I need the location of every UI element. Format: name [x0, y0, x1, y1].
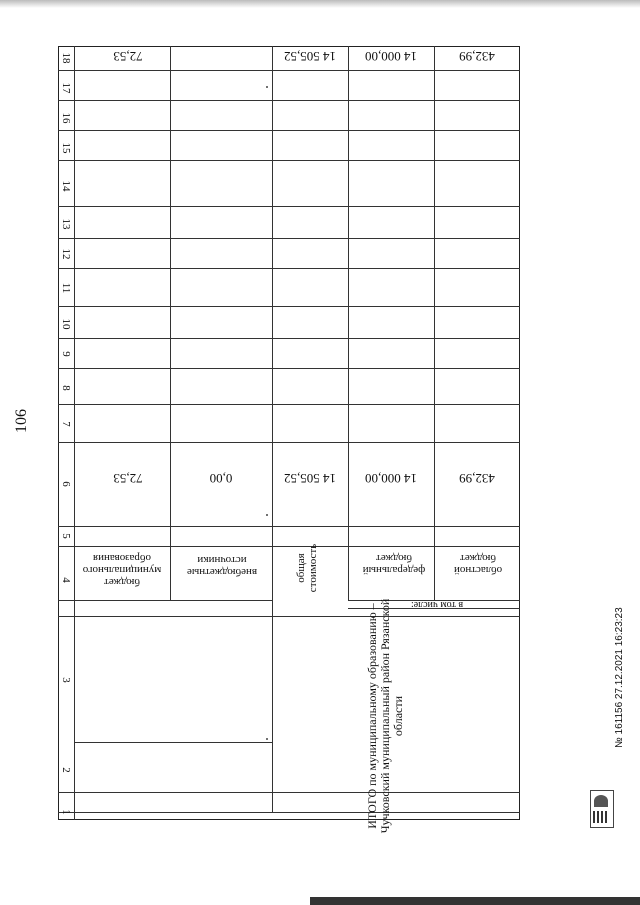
- col-number: 18: [60, 52, 72, 64]
- value-municipal-col18: 72,53: [113, 49, 143, 64]
- scan-dot: [266, 514, 268, 516]
- page-number: 106: [13, 409, 30, 433]
- label-regional-budget: областной бюджет: [453, 552, 503, 576]
- scan-dot: [266, 738, 268, 740]
- label-federal-budget: федеральный бюджет: [362, 552, 426, 576]
- col-sep: [58, 268, 520, 269]
- col-sep: [58, 526, 520, 527]
- col-sep: [58, 338, 520, 339]
- col-number: 2: [60, 767, 72, 773]
- column-number-strip: [74, 46, 75, 820]
- row-sep: [170, 46, 171, 600]
- row-sep: [434, 46, 435, 600]
- value-regional-col6: 432,99: [459, 471, 495, 486]
- row-sep: [272, 46, 273, 812]
- col-sep: [58, 100, 520, 101]
- value-regional-col18: 432,99: [459, 49, 495, 64]
- label-municipal-budget: бюджет муниципального образования: [82, 552, 162, 588]
- label-total-cost: общая стоимость: [295, 543, 319, 593]
- col-number: 4: [60, 577, 72, 583]
- col-sep: [58, 792, 520, 793]
- col-sep: [58, 404, 520, 405]
- col-number: 3: [60, 677, 72, 683]
- col-sep: [58, 546, 520, 547]
- scan-dot: [266, 86, 268, 88]
- col-number: 14: [60, 180, 72, 192]
- value-municipal-col6: 72,53: [113, 471, 143, 486]
- col-number: 10: [60, 318, 72, 330]
- value-total-col6: 14 505,52: [284, 471, 336, 486]
- col-sep: [58, 616, 520, 617]
- col-number: 9: [60, 351, 72, 357]
- table-border: [58, 46, 520, 820]
- col-number: 8: [60, 385, 72, 391]
- scan-edge-bottom: [310, 897, 640, 905]
- budget-table: [58, 46, 520, 834]
- row-sep: [348, 46, 349, 600]
- col-sep: [58, 306, 520, 307]
- col-number: 13: [60, 218, 72, 230]
- col-number: 6: [60, 481, 72, 487]
- col-number: 1: [60, 809, 72, 815]
- col-sep: [58, 160, 520, 161]
- col-sep: [58, 442, 520, 443]
- col-sep: [58, 812, 520, 813]
- col-sep: [58, 368, 520, 369]
- col-number: 17: [60, 82, 72, 94]
- col-sep: [74, 742, 272, 743]
- col-number: 15: [60, 142, 72, 154]
- col-number: 12: [60, 248, 72, 260]
- label-in-that-number: в том числе:: [410, 599, 464, 610]
- col-sep: [58, 206, 520, 207]
- seal-logo: [590, 790, 614, 828]
- label-off-budget: внебюджетные источники: [186, 554, 258, 578]
- value-total-col18: 14 505,52: [284, 49, 336, 64]
- col-number: 7: [60, 421, 72, 427]
- col-number: 11: [60, 282, 72, 294]
- col-sep: [58, 70, 520, 71]
- col-sep: [58, 130, 520, 131]
- col-number: 5: [60, 533, 72, 539]
- total-label: ИТОГО по муниципальному образованию – Чучковский муниципальный район Рязанской области: [365, 598, 405, 834]
- col-number: 16: [60, 112, 72, 124]
- row-sep: [58, 600, 272, 601]
- value-offbudget-col6: 0,00: [209, 471, 233, 486]
- scan-edge-top: [0, 0, 640, 8]
- value-federal-col6: 14 000,00: [365, 471, 417, 486]
- col-sep: [58, 238, 520, 239]
- value-federal-col18: 14 000,00: [365, 49, 417, 64]
